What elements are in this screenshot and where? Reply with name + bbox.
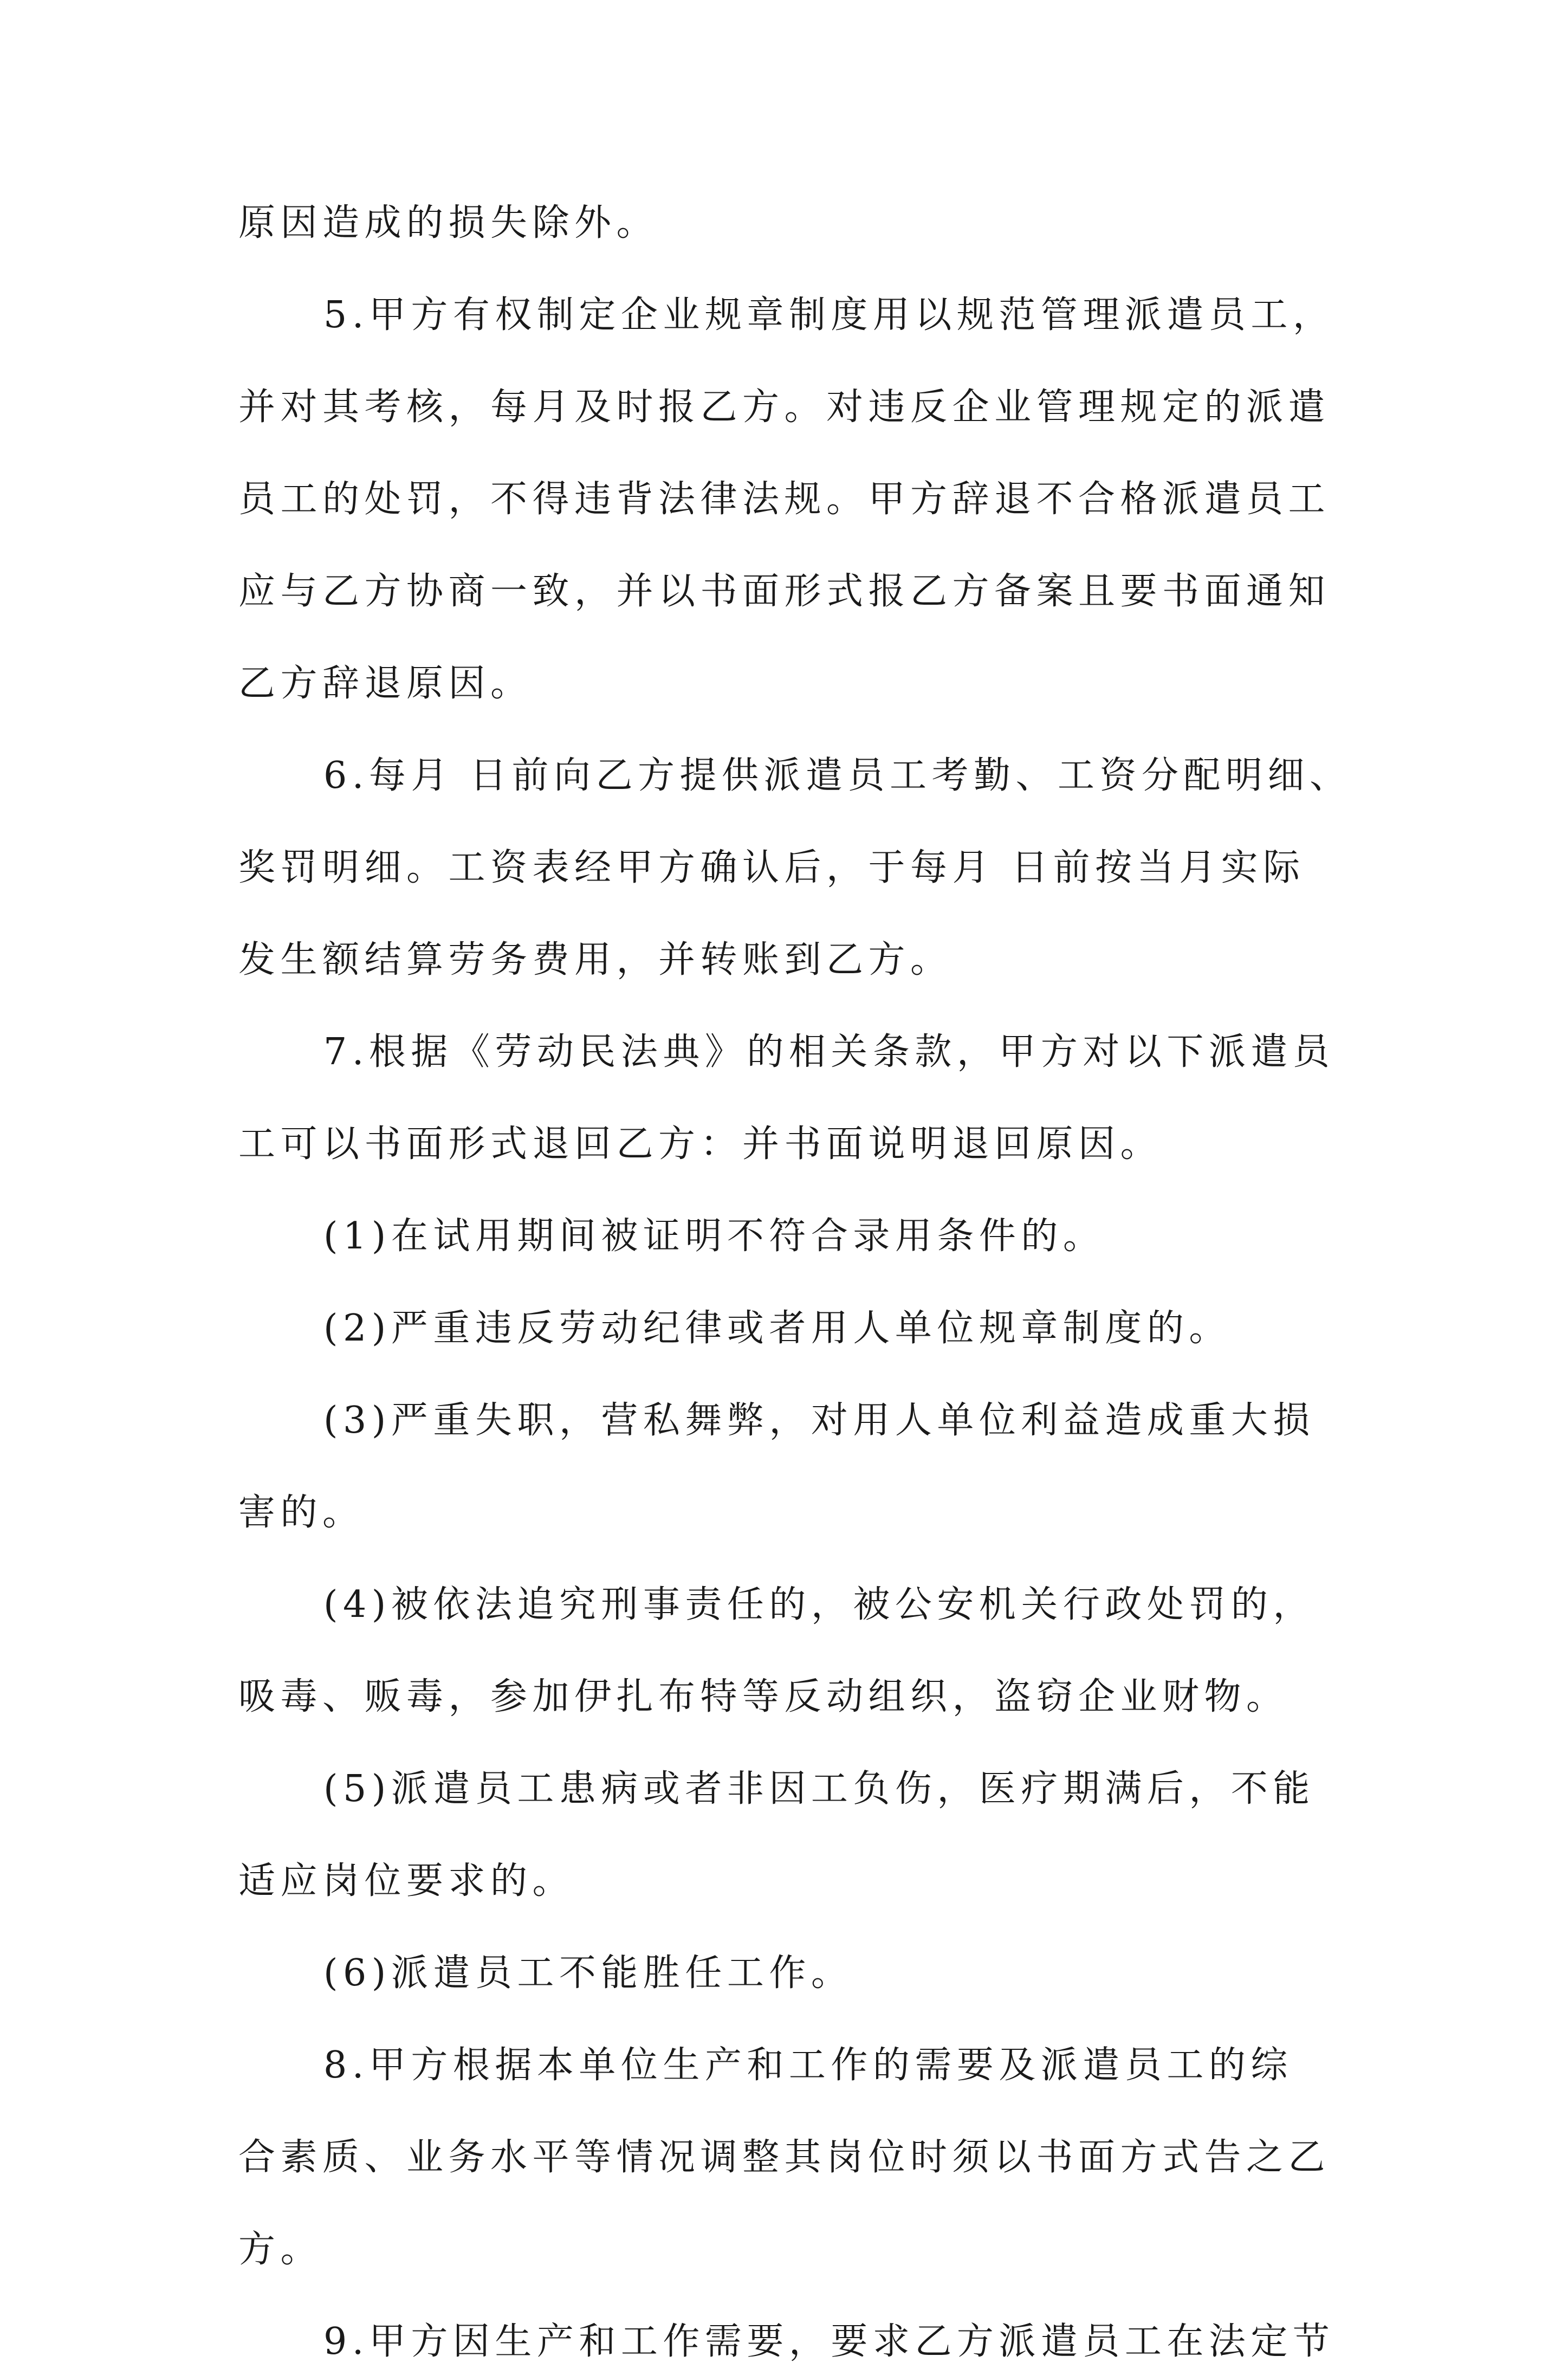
item-5-line: (5)派遣员工患病或者非因工负伤，医疗期满后，不能 [323,1768,1315,1810]
text-line: 应与乙方协商一致，并以书面形式报乙方备案且要书面通知 [238,570,1331,613]
text-line: 适应岗位要求的。 [238,1860,575,1902]
text-line: 员工的处罚，不得违背法律法规。甲方辞退不合格派遣员工 [238,478,1331,521]
text-line: 奖罚明细。工资表经甲方确认后，于每月 日前按当月实际 [238,846,1305,889]
text-line: 吸毒、贩毒，参加伊扎布特等反动组织，盗窃企业财物。 [238,1675,1288,1718]
item-1-line: (1)在试用期间被证明不符合录用条件的。 [323,1215,1105,1258]
text-line: 工可以书面形式退回乙方：并书面说明退回原因。 [238,1123,1163,1166]
clause-7-line: 7.根据《劳动民法典》的相关条款，甲方对以下派遣员 [323,1031,1335,1073]
text-line: 并对其考核，每月及时报乙方。对违反企业管理规定的派遣 [238,386,1331,429]
clause-9-line: 9.甲方因生产和工作需要，要求乙方派遣员工在法定节 [323,2320,1335,2363]
item-4-line: (4)被依法追究刑事责任的，被公安机关行政处罚的， [323,1583,1315,1626]
clause-6-line: 6.每月 日前向乙方提供派遣员工考勤、工资分配明细、 [323,754,1352,797]
item-3-line: (3)严重失职，营私舞弊，对用人单位利益造成重大损 [323,1399,1315,1442]
text-line: 乙方辞退原因。 [238,662,533,705]
text-line: 方。 [238,2228,323,2271]
text-line: 发生额结算劳务费用，并转账到乙方。 [238,938,953,981]
text-line: 原因造成的损失除外。 [238,202,659,244]
clause-8-line: 8.甲方根据本单位生产和工作的需要及派遣员工的综 [323,2044,1293,2087]
item-2-line: (2)严重违反劳动纪律或者用人单位规章制度的。 [323,1307,1231,1350]
text-line: 害的。 [238,1491,365,1534]
item-6-line: (6)派遣员工不能胜任工作。 [323,1952,853,1995]
text-line: 合素质、业务水平等情况调整其岗位时须以书面方式告之乙 [238,2136,1331,2179]
clause-5-line: 5.甲方有权制定企业规章制度用以规范管理派遣员工， [323,294,1335,336]
